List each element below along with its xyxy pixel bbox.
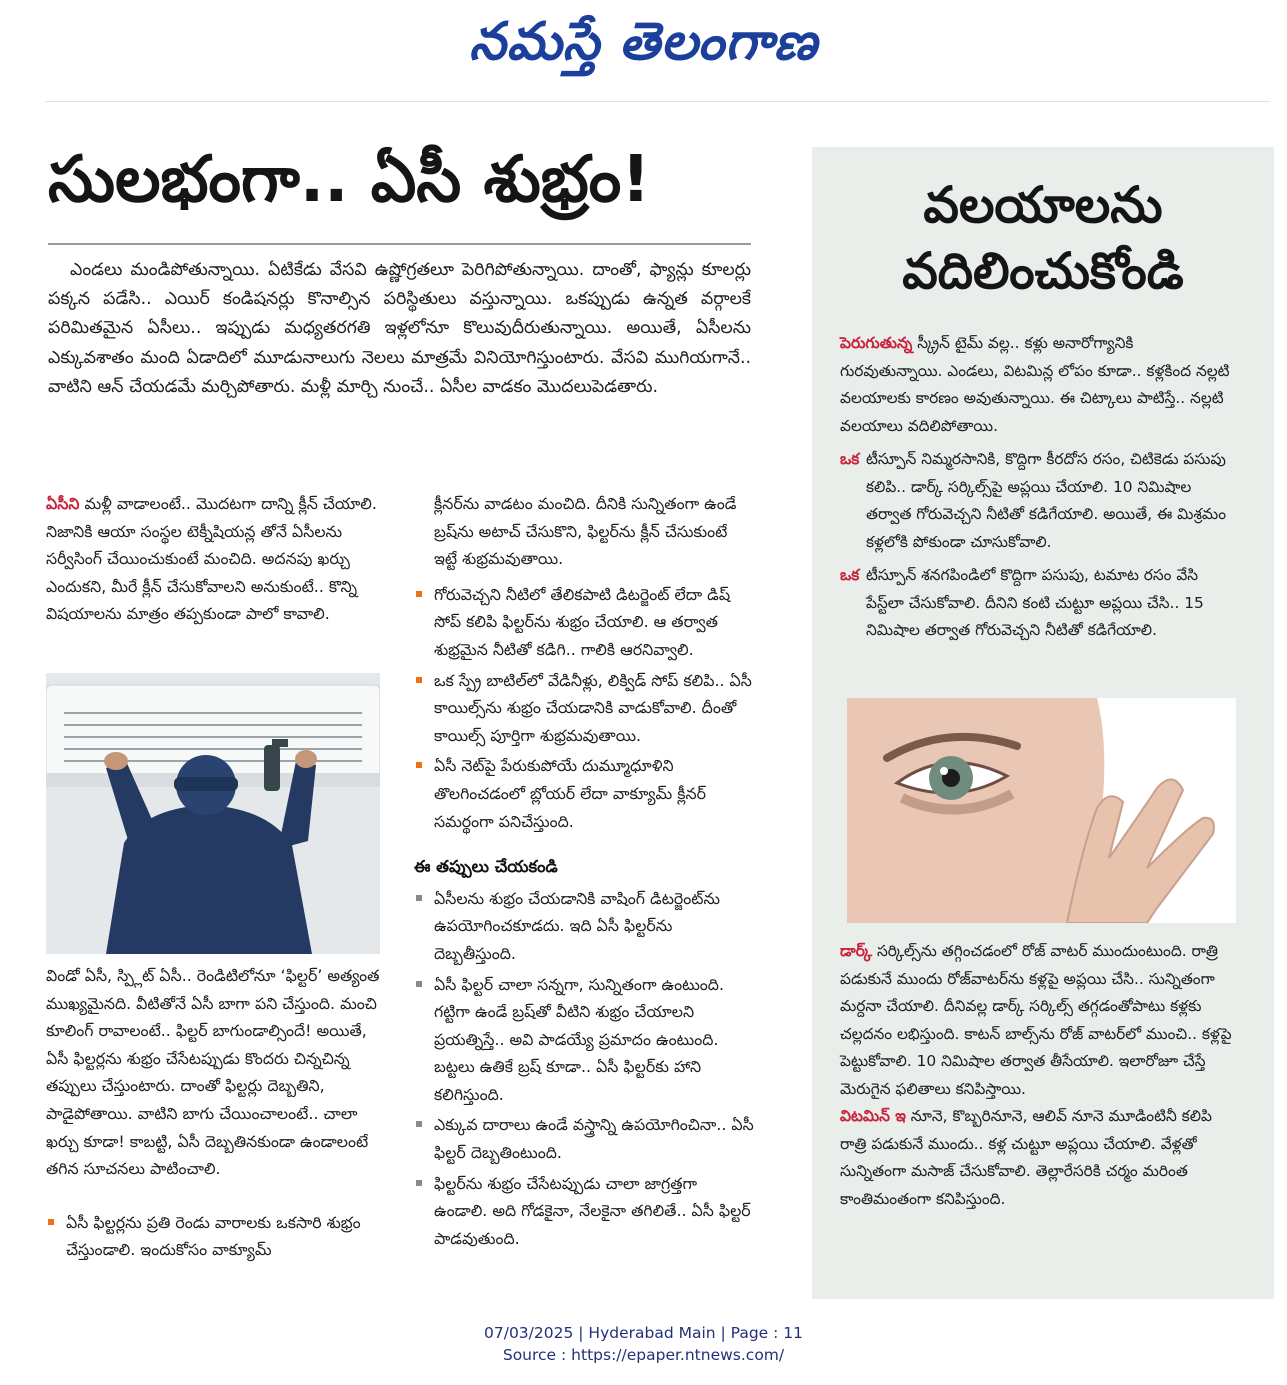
tip-text: టీస్పూన్ శనగపిండిలో కొద్దిగా పసుపు, టమాట రసం వేసి పేస్ట్‌లా చేసుకోవాలి. దీనిని కంటి చుట్టూ అప్లయి చేసి.. 15 నిమిషాల తర్వాత గోరువెచ్చని నీటితో కడిగేయాలి.: [866, 566, 1204, 639]
eye-illustration: [847, 698, 1236, 923]
bullet-marker: [416, 591, 422, 597]
masthead-divider: [45, 101, 1270, 102]
tip-bullet: [414, 581, 754, 664]
ac-technician-illustration: [46, 673, 380, 954]
sidebar-tip: [840, 562, 1235, 645]
tip-lead-word: ఒక: [840, 450, 860, 468]
mistake-text: ఫిల్టర్‌ను శుభ్రం చేసేటప్పుడు చాలా జాగ్రత్తగా ఉండాలి. అది గోడకైనా, నేలకైనా తగిలితే.. ఏసీ ఫిల్టర్ పాడవుతుంది.: [434, 1173, 751, 1248]
edition-info: 07/03/2025 | Hyderabad Main | Page : 11: [484, 1324, 803, 1342]
ac-technician-photo: [46, 673, 380, 954]
bullet-marker: [48, 1219, 54, 1225]
paragraph-text: స్క్రీన్ టైమ్ వల్ల.. కళ్లు అనారోగ్యానికి గురవుతున్నాయి. ఎండలు, విటమిన్ల లోపం కూడా.. కళ్లకింద నల్లటి వలయాలకు కారణం అవుతున్నాయి. ఈ చిట్కాలు పాటిస్తే.. నల్లటి వలయాలు వదిలిపోతాయి.: [840, 334, 1230, 435]
mistake-text: ఏసీలను శుభ్రం చేయడానికి వాషింగ్ డిటర్జెంట్‌ను ఉపయోగించకూడదు. ఇది ఏసీ ఫిల్టర్‌ను దెబ్బతీస్తుంది.: [434, 888, 721, 963]
mistake-bullet: [414, 971, 754, 1109]
headline-divider: [48, 243, 751, 245]
bullet-marker: [416, 677, 422, 683]
bullet-marker: [416, 895, 422, 901]
article-column-2: [414, 490, 754, 1255]
source-link[interactable]: Source : https://epaper.ntnews.com/: [502, 1346, 785, 1364]
sidebar-column-bottom: [840, 938, 1235, 1213]
sidebar-headline: [812, 172, 1274, 304]
paragraph-lead-word: విటమిన్ ఇ: [840, 1107, 906, 1125]
tip-text: గోరువెచ్చని నీటిలో తేలికపాటి డిటర్జెంట్ లేదా డిష్ సోప్ కలిపి ఫిల్టర్‌ను శుభ్రం చేయాలి. ఆ తర్వాత శుభ్రమైన నీటితో కడిగి.. గాలికి ఆరనివ్వాలి.: [434, 584, 731, 659]
tip-text: టీస్పూన్ నిమ్మరసానికి, కొద్దిగా కీరదోస రసం, చిటికెడు పసుపు కలిపి.. డార్క్ సర్కిల్స్‌పై అప్లయి చేయాలి. 10 నిమిషాల తర్వాత గోరువెచ్చని నీటితో కడిగేయాలి. అయితే, ఈ మిశ్రమం కళ్లలోకి పోకుండా చూసుకోవాలి.: [866, 450, 1227, 551]
paragraph-lead-word: పెరుగుతున్న: [840, 334, 913, 352]
tip-bullet: [46, 1209, 382, 1264]
paragraph-text: విండో ఏసీ, స్ప్లిట్ ఏసీ.. రెండిటిలోనూ ‘ఫిల్టర్’ అత్యంత ముఖ్యమైనది. వీటితోనే ఏసీ బాగా పని చేస్తుంది. మంచి కూలింగ్ రావాలంటే.. ఫిల్టర్ బాగుండాల్సిందే! అయితే, ఏసీ ఫిల్టర్లను శుభ్రం చేసేటప్పుడు కొందరు చిన్నచిన్న తప్పులు చేస్తుంటారు. దాంతో ఫిల్టర్లు దెబ్బతిని, పాడైపోతాయి. వాటిని బాగు చేయించాలంటే.. చాలా ఖర్చు కూడా! కాబట్టి, ఏసీ దెబ్బతినకుండా ఉండాలంటే తగిన సూచనలు పాటించాలి.: [46, 966, 380, 1179]
mistake-bullet: [414, 885, 754, 968]
sidebar-tip: [840, 446, 1235, 556]
mistake-text: ఎక్కువ దారాలు ఉండే వస్త్రాన్ని ఉపయోగించినా.. ఏసీ ఫిల్టర్ దెబ్బతింటుంది.: [434, 1115, 754, 1163]
paragraph-text: మళ్లీ వాడాలంటే.. మొదటగా దాన్ని క్లీన్ చేయాలి. నిజానికి ఆయా సంస్థల టెక్నీషియన్ల తోనే ఏసీలను సర్వీసింగ్ చేయించుకుంటే మంచిది. అదనపు ఖర్చు ఎందుకని, మీరే క్లీన్ చేసుకోవాలని అనుకుంటే.. కొన్ని విషయాలను మాత్రం తప్పకుండా పాలో కావాలి.: [46, 494, 377, 624]
tip-bullet: [414, 667, 754, 750]
tip-text: ఏసీ ఫిల్టర్లను ప్రతి రెండు వారాలకు ఒకసారి శుభ్రం చేస్తుండాలి. ఇందుకోసం వాక్యూమ్: [66, 1212, 361, 1260]
sidebar-column-top: [840, 330, 1235, 645]
bullet-marker: [416, 981, 422, 987]
page-footer: [0, 1322, 1287, 1366]
paragraph-lead-word: డార్క్: [840, 942, 873, 960]
mistake-bullet: [414, 1111, 754, 1166]
mistake-bullet: [414, 1170, 754, 1253]
sidebar-headline-line-2: వదిలించుకోండి: [902, 242, 1184, 300]
continued-tip-text: క్లీనర్‌ను వాడటం మంచిది. దీనికి సున్నితంగా ఉండే బ్రష్‌ను అటాచ్ చేసుకొని, ఫిల్టర్‌ను క్లీన్ చేసుకుంటే ఇట్టే శుభ్రమవుతాయి.: [434, 494, 737, 569]
article-intro: ఎండలు మండిపోతున్నాయి. ఏటికేడు వేసవి ఉష్ణోగ్రతలూ పెరిగిపోతున్నాయి. దాంతో, ఫ్యాన్లు కూలర్లు పక్కన పడేసి.. ఎయిర్ కండిషనర్లు కొనాల్సిన పరిస్థితులు వస్తున్నాయి. ఒకప్పుడు ఉన్నత వర్గాలకే పరిమితమైన ఏసీలు.. ఇప్పుడు మధ్యతరగతి ఇళ్లలోనూ కొలువుదీరుతున్నాయి. అయితే, ఏసీలను ఎక్కువశాతం మంది ఏడాదిలో మూడునాలుగు నెలలు మాత్రమే వినియోగిస్తుంటారు. వేసవి ముగియగానే.. వాటిని ఆన్ చేయడమే మర్చిపోతారు. మళ్లీ మార్చి నుంచే.. ఏసీల వాడకం మొదలుపెడతారు.: [48, 260, 751, 397]
article-column-1-top: [46, 490, 382, 628]
tip-text: ఏసీ నెట్‌పై పేరుకుపోయే దుమ్మూధూళిని తొలగించడంలో బ్లోయర్ లేదా వాక్యూమ్ క్లీనర్ సమర్థంగా పనిచేస్తుంది.: [434, 756, 706, 831]
bullet-marker: [416, 1180, 422, 1186]
masthead-logo: నమస్తే తెలంగాణ: [469, 11, 818, 72]
tip-lead-word: ఒక: [840, 566, 860, 584]
dark-circles-eye-photo: [847, 698, 1236, 923]
paragraph-text: నూనె, కొబ్బరినూనె, ఆలివ్ నూనె మూడింటినీ కలిపి రాత్రి పడుకునే ముందు.. కళ్ల చుట్టూ అప్లయి చేయాలి. వేళ్లతో సున్నితంగా మసాజ్ చేసుకోవాలి. తెల్లారేసరికి చర్మం మరింత కాంతిమంతంగా కనిపిస్తుంది.: [840, 1107, 1212, 1208]
mistake-text: ఏసీ ఫిల్టర్ చాలా సన్నగా, సున్నితంగా ఉంటుంది. గట్టిగా ఉండే బ్రష్‌తో వీటిని శుభ్రం చేయాలని ప్రయత్నిస్తే.. అవి పాడయ్యే ప్రమాదం ఉంటుంది. బట్టలు ఉతికే బ్రష్ కూడా.. ఏసీ ఫిల్టర్‌కు హాని కలిగిస్తుంది.: [434, 974, 724, 1104]
sidebar-headline-line-1: వలయాలను: [923, 176, 1163, 234]
article-column-1-bottom: [46, 962, 382, 1267]
bullet-marker: [416, 1121, 422, 1127]
mistakes-subheading: ఈ తప్పులు చేయకండి: [414, 857, 558, 877]
article-headline: సులభంగా.. ఏసీ శుభ్రం!: [48, 143, 651, 217]
tip-bullet: [414, 752, 754, 835]
paragraph-text: సర్కిల్స్‌ను తగ్గించడంలో రోజ్ వాటర్ ముందుంటుంది. రాత్రి పడుకునే ముందు రోజ్‌వాటర్‌ను కళ్లపై అప్లయి చేసి.. సున్నితంగా మర్దనా చేయాలి. దీనివల్ల డార్క్ సర్కిల్స్ తగ్గడంతోపాటు కళ్లకు చల్లదనం లభిస్తుంది. కాటన్ బాల్స్‌ను రోజ్ వాటర్‌లో ముంచి.. కళ్లపై పెట్టుకోవాలి. 10 నిమిషాల తర్వాత తీసేయాలి. ఇలారోజూ చేస్తే మెరుగైన ఫలితాలు కనిపిస్తాయి.: [840, 942, 1232, 1098]
bullet-marker: [416, 762, 422, 768]
paragraph-lead-word: ఏసీని: [46, 494, 80, 513]
tip-text: ఒక స్ప్రే బాటిల్‌లో వేడినీళ్లు, లిక్విడ్ సోప్ కలిపి.. ఏసీ కాయిల్స్‌ను శుభ్రం చేయడానికి వాడుకోవాలి. దీంతో కాయిల్స్ పూర్తిగా శుభ్రమవుతాయి.: [434, 670, 752, 745]
